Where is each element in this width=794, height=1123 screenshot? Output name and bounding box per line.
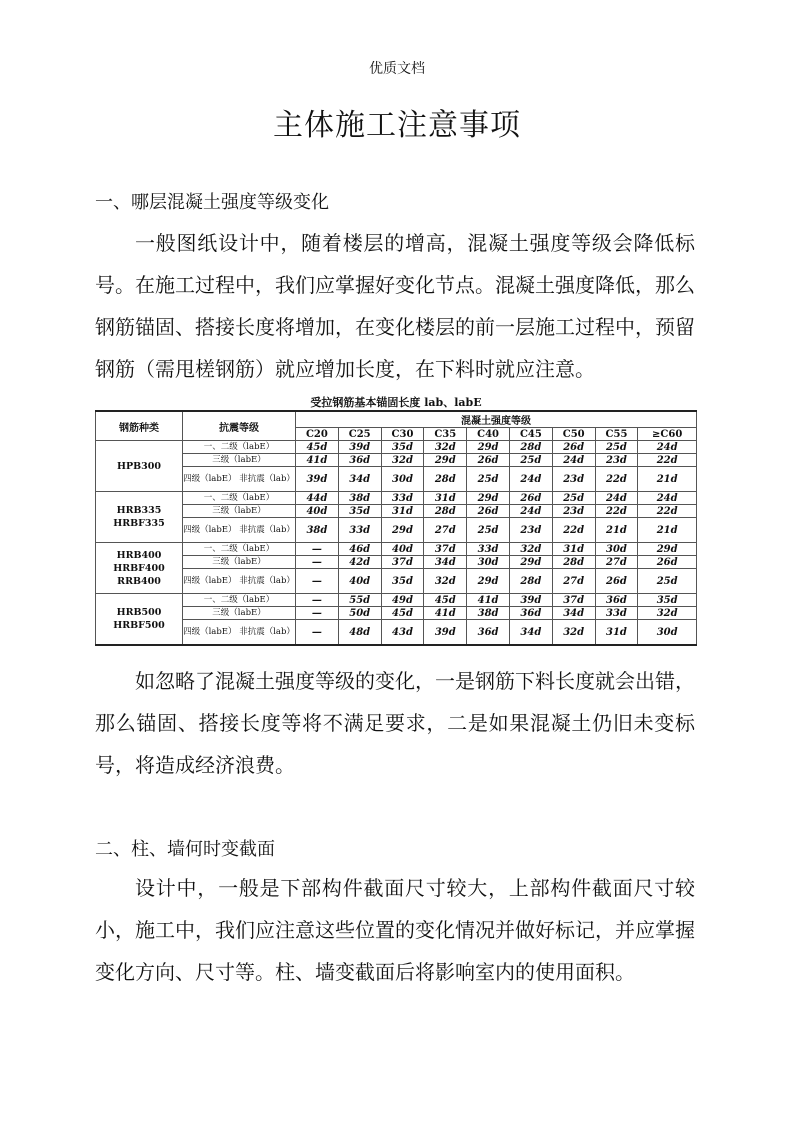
anchorage-value-cell: 37d bbox=[552, 594, 595, 607]
anchorage-value-cell: 30d bbox=[467, 556, 510, 569]
anchorage-value-cell: 32d bbox=[638, 607, 697, 620]
anchorage-value-cell: 27d bbox=[552, 569, 595, 594]
seismic-level-cell: 四级（labE） 非抗震（lab） bbox=[183, 518, 296, 543]
table-row bbox=[96, 620, 697, 646]
anchorage-table-figure bbox=[95, 395, 697, 646]
anchorage-value-cell: 36d bbox=[338, 454, 381, 467]
anchorage-value-cell: 35d bbox=[338, 505, 381, 518]
anchorage-value-cell: 26d bbox=[552, 441, 595, 454]
col-header-concrete-grade: 混凝土强度等级 bbox=[296, 411, 697, 428]
rebar-type-cell: HRB335 HRBF335 bbox=[96, 492, 183, 543]
anchorage-value-cell: 33d bbox=[467, 543, 510, 556]
anchorage-value-cell: 22d bbox=[638, 454, 697, 467]
anchorage-value-cell: 30d bbox=[381, 467, 424, 492]
grade-header: C30 bbox=[381, 428, 424, 441]
anchorage-value-cell: 32d bbox=[552, 620, 595, 646]
anchorage-value-cell: 29d bbox=[509, 556, 552, 569]
anchorage-value-cell: 41d bbox=[424, 607, 467, 620]
anchorage-value-cell: 48d bbox=[338, 620, 381, 646]
grade-header: C55 bbox=[595, 428, 638, 441]
section1-paragraph-1: 一般图纸设计中，随着楼层的增高，混凝土强度等级会降低标号。在施工过程中，我们应掌握好变化节点。混凝土强度降低，那么钢筋锚固、搭接长度将增加，在变化楼层的前一层施工过程中，预留钢筋（需甩槎钢筋）就应增加长度，在下料时就应注意。 bbox=[95, 231, 695, 381]
anchorage-value-cell: 31d bbox=[381, 505, 424, 518]
anchorage-value-cell: 41d bbox=[296, 454, 339, 467]
anchorage-value-cell: 50d bbox=[338, 607, 381, 620]
anchorage-value-cell: 32d bbox=[381, 454, 424, 467]
anchorage-value-cell: 24d bbox=[509, 505, 552, 518]
anchorage-value-cell: 28d bbox=[509, 441, 552, 454]
table-row bbox=[96, 505, 697, 518]
anchorage-value-cell: 23d bbox=[595, 454, 638, 467]
anchorage-value-cell: 38d bbox=[467, 607, 510, 620]
anchorage-value-cell: 41d bbox=[467, 594, 510, 607]
anchorage-value-cell: 30d bbox=[638, 620, 697, 646]
col-header-seismic-level: 抗震等级 bbox=[183, 411, 296, 441]
anchorage-value-cell: 38d bbox=[296, 518, 339, 543]
grade-header: C20 bbox=[296, 428, 339, 441]
anchorage-value-cell: 21d bbox=[638, 518, 697, 543]
anchorage-value-cell: 24d bbox=[595, 492, 638, 505]
anchorage-value-cell: 28d bbox=[424, 505, 467, 518]
anchorage-value-cell: 44d bbox=[296, 492, 339, 505]
anchorage-value-cell: 25d bbox=[509, 454, 552, 467]
seismic-level-cell: 四级（labE） 非抗震（lab） bbox=[183, 467, 296, 492]
anchorage-value-cell: 26d bbox=[595, 569, 638, 594]
table-row bbox=[96, 569, 697, 594]
anchorage-value-cell: 23d bbox=[552, 505, 595, 518]
anchorage-value-cell: 28d bbox=[509, 569, 552, 594]
grade-header: ≥C60 bbox=[638, 428, 697, 441]
page-title: 主体施工注意事项 bbox=[273, 108, 521, 143]
table-row bbox=[96, 518, 697, 543]
seismic-level-cell: 一、二级（labE） bbox=[183, 441, 296, 454]
section1-heading: 一、哪层混凝土强度等级变化 bbox=[95, 192, 329, 213]
anchorage-value-cell: 37d bbox=[381, 556, 424, 569]
anchorage-value-cell: 45d bbox=[424, 594, 467, 607]
table-row bbox=[96, 543, 697, 556]
anchorage-value-cell: 40d bbox=[296, 505, 339, 518]
table-row bbox=[96, 556, 697, 569]
anchorage-value-cell: 32d bbox=[509, 543, 552, 556]
anchorage-value-cell: 23d bbox=[509, 518, 552, 543]
anchorage-value-cell: 24d bbox=[552, 454, 595, 467]
table-row bbox=[96, 492, 697, 505]
table-row bbox=[96, 467, 697, 492]
anchorage-value-cell: 37d bbox=[424, 543, 467, 556]
anchorage-value-cell: 25d bbox=[467, 467, 510, 492]
seismic-level-cell: 一、二级（labE） bbox=[183, 492, 296, 505]
anchorage-value-cell: 23d bbox=[552, 467, 595, 492]
anchorage-value-cell: 29d bbox=[467, 569, 510, 594]
anchorage-value-cell: 45d bbox=[381, 607, 424, 620]
anchorage-value-cell: 24d bbox=[638, 441, 697, 454]
anchorage-value-cell: 21d bbox=[638, 467, 697, 492]
anchorage-value-cell: 39d bbox=[296, 467, 339, 492]
table-row bbox=[96, 607, 697, 620]
anchorage-value-cell: 33d bbox=[595, 607, 638, 620]
anchorage-value-cell: 28d bbox=[552, 556, 595, 569]
section1-paragraph-2: 如忽略了混凝土强度等级的变化，一是钢筋下料长度就会出错，那么锚固、搭接长度等将不满足要求，二是如果混凝土仍旧未变标号，将造成经济浪费。 bbox=[95, 669, 695, 777]
anchorage-value-cell: 27d bbox=[424, 518, 467, 543]
anchorage-value-cell: 25d bbox=[595, 441, 638, 454]
anchorage-value-cell: — bbox=[296, 569, 339, 594]
table-row bbox=[96, 454, 697, 467]
anchorage-value-cell: 22d bbox=[595, 467, 638, 492]
grade-header: C45 bbox=[509, 428, 552, 441]
anchorage-length-table bbox=[95, 410, 697, 646]
anchorage-value-cell: — bbox=[296, 543, 339, 556]
anchorage-value-cell: 39d bbox=[424, 620, 467, 646]
anchorage-value-cell: 43d bbox=[381, 620, 424, 646]
rebar-type-cell: HPB300 bbox=[96, 441, 183, 492]
anchorage-value-cell: 33d bbox=[381, 492, 424, 505]
rebar-type-cell: HRB500 HRBF500 bbox=[96, 594, 183, 646]
anchorage-value-cell: 39d bbox=[338, 441, 381, 454]
anchorage-value-cell: 35d bbox=[381, 569, 424, 594]
rebar-type-cell: HRB400 HRBF400 RRB400 bbox=[96, 543, 183, 594]
grade-header: C25 bbox=[338, 428, 381, 441]
anchorage-value-cell: 31d bbox=[424, 492, 467, 505]
seismic-level-cell: 三级（labE） bbox=[183, 505, 296, 518]
table-row bbox=[96, 594, 697, 607]
anchorage-value-cell: 24d bbox=[638, 492, 697, 505]
anchorage-value-cell: 31d bbox=[552, 543, 595, 556]
anchorage-value-cell: 21d bbox=[595, 518, 638, 543]
anchorage-value-cell: 22d bbox=[638, 505, 697, 518]
anchorage-value-cell: 34d bbox=[509, 620, 552, 646]
anchorage-value-cell: 27d bbox=[595, 556, 638, 569]
anchorage-value-cell: 32d bbox=[424, 569, 467, 594]
anchorage-value-cell: 49d bbox=[381, 594, 424, 607]
anchorage-value-cell: 38d bbox=[338, 492, 381, 505]
anchorage-value-cell: 25d bbox=[467, 518, 510, 543]
table-row bbox=[96, 441, 697, 454]
grade-header: C50 bbox=[552, 428, 595, 441]
anchorage-value-cell: 32d bbox=[424, 441, 467, 454]
anchorage-value-cell: — bbox=[296, 594, 339, 607]
anchorage-value-cell: 46d bbox=[338, 543, 381, 556]
anchorage-value-cell: 34d bbox=[424, 556, 467, 569]
anchorage-value-cell: 29d bbox=[424, 454, 467, 467]
seismic-level-cell: 三级（labE） bbox=[183, 607, 296, 620]
anchorage-value-cell: 26d bbox=[638, 556, 697, 569]
table-caption: 受拉钢筋基本锚固长度 lab、labE bbox=[310, 396, 482, 409]
anchorage-value-cell: 36d bbox=[509, 607, 552, 620]
anchorage-value-cell: 34d bbox=[552, 607, 595, 620]
anchorage-value-cell: 34d bbox=[338, 467, 381, 492]
anchorage-value-cell: 25d bbox=[638, 569, 697, 594]
seismic-level-cell: 一、二级（labE） bbox=[183, 594, 296, 607]
anchorage-value-cell: — bbox=[296, 607, 339, 620]
anchorage-value-cell: 26d bbox=[467, 505, 510, 518]
anchorage-value-cell: 55d bbox=[338, 594, 381, 607]
grade-header: C40 bbox=[467, 428, 510, 441]
anchorage-value-cell: 35d bbox=[381, 441, 424, 454]
anchorage-value-cell: 22d bbox=[595, 505, 638, 518]
grade-header: C35 bbox=[424, 428, 467, 441]
anchorage-value-cell: 31d bbox=[595, 620, 638, 646]
anchorage-value-cell: 33d bbox=[338, 518, 381, 543]
section2-heading: 二、柱、墙何时变截面 bbox=[95, 839, 275, 860]
anchorage-value-cell: — bbox=[296, 556, 339, 569]
anchorage-value-cell: 42d bbox=[338, 556, 381, 569]
anchorage-value-cell: 28d bbox=[424, 467, 467, 492]
seismic-level-cell: 一、二级（labE） bbox=[183, 543, 296, 556]
seismic-level-cell: 四级（labE） 非抗震（lab） bbox=[183, 620, 296, 646]
anchorage-value-cell: 26d bbox=[467, 454, 510, 467]
col-header-rebar-type: 钢筋种类 bbox=[96, 411, 183, 441]
seismic-level-cell: 四级（labE） 非抗震（lab） bbox=[183, 569, 296, 594]
anchorage-value-cell: 22d bbox=[552, 518, 595, 543]
anchorage-value-cell: 24d bbox=[509, 467, 552, 492]
anchorage-value-cell: 30d bbox=[595, 543, 638, 556]
seismic-level-cell: 三级（labE） bbox=[183, 556, 296, 569]
anchorage-value-cell: 29d bbox=[638, 543, 697, 556]
anchorage-value-cell: 40d bbox=[381, 543, 424, 556]
section2-paragraph-1: 设计中，一般是下部构件截面尺寸较大，上部构件截面尺寸较小，施工中，我们应注意这些位置的变化情况并做好标记，并应掌握变化方向、尺寸等。柱、墙变截面后将影响室内的使用面积。 bbox=[95, 876, 695, 984]
anchorage-value-cell: — bbox=[296, 620, 339, 646]
anchorage-value-cell: 45d bbox=[296, 441, 339, 454]
seismic-level-cell: 三级（labE） bbox=[183, 454, 296, 467]
anchorage-value-cell: 25d bbox=[552, 492, 595, 505]
anchorage-value-cell: 36d bbox=[595, 594, 638, 607]
anchorage-value-cell: 40d bbox=[338, 569, 381, 594]
anchorage-value-cell: 36d bbox=[467, 620, 510, 646]
anchorage-value-cell: 29d bbox=[467, 492, 510, 505]
anchorage-value-cell: 29d bbox=[381, 518, 424, 543]
anchorage-value-cell: 39d bbox=[509, 594, 552, 607]
header-mark: 优质文档 bbox=[369, 61, 425, 77]
anchorage-value-cell: 26d bbox=[509, 492, 552, 505]
anchorage-value-cell: 35d bbox=[638, 594, 697, 607]
anchorage-value-cell: 29d bbox=[467, 441, 510, 454]
